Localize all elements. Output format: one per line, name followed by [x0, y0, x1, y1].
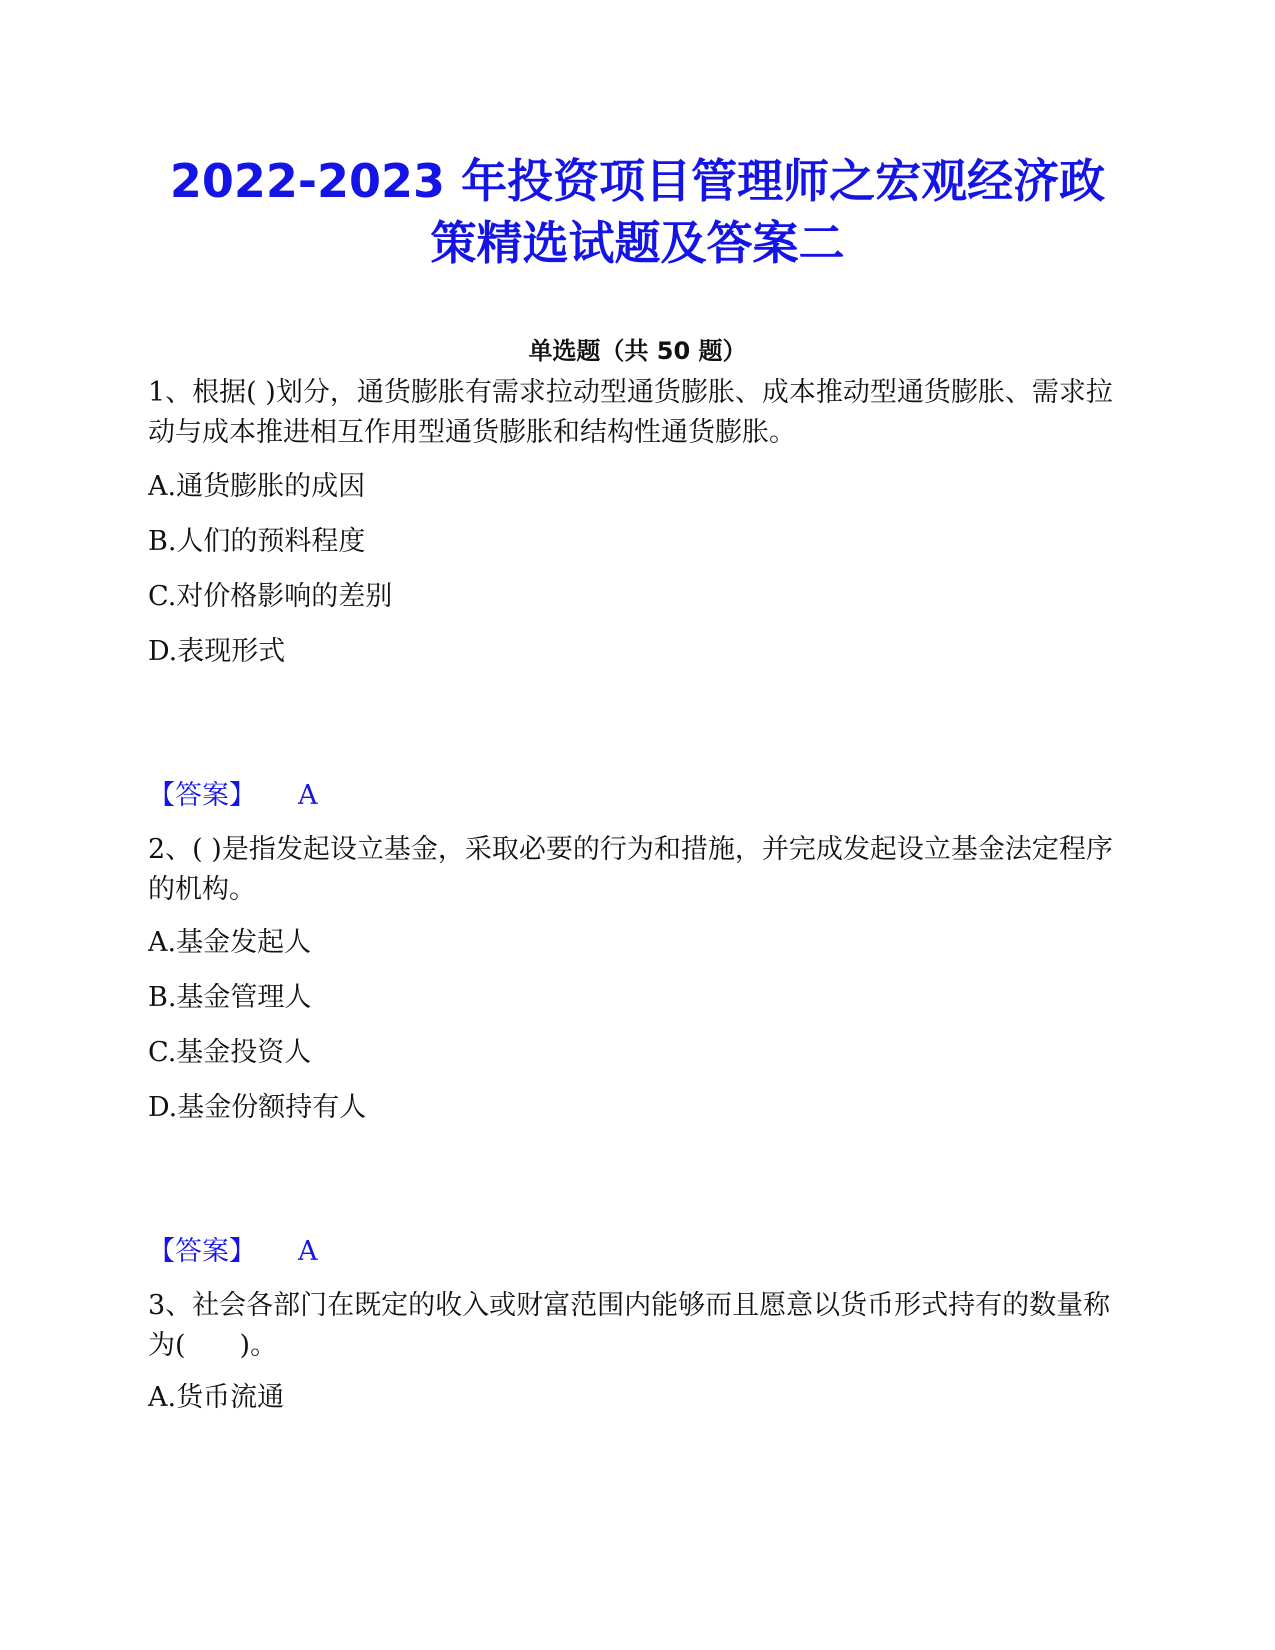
question-1-answer	[148, 778, 318, 814]
document-title-line-2: 策精选试题及答案二	[430, 216, 845, 270]
question-2-option-d: D.基金份额持有人	[148, 1092, 367, 1123]
question-1-option-a: A.通货膨胀的成因	[148, 471, 366, 502]
document-title	[120, 150, 1155, 274]
question-2-text: 2、( )是指发起设立基金，采取必要的行为和措施，并完成发起设立基金法定程序的机构。	[148, 834, 1113, 905]
question-3-option-a: A.货币流通	[148, 1382, 285, 1413]
question-1-option-b: B.人们的预料程度	[148, 526, 366, 557]
question-1-option-c: C.对价格影响的差别	[148, 581, 393, 612]
question-2-option-b: B.基金管理人	[148, 982, 312, 1013]
question-3-text: 3、社会各部门在既定的收入或财富范围内能够而且愿意以货币形式持有的数量称为( )。	[148, 1290, 1111, 1361]
answer-value: A	[298, 780, 318, 811]
section-heading: 单选题（共 50 题）	[528, 337, 747, 365]
question-2-answer	[148, 1234, 318, 1270]
question-2-option-a: A.基金发起人	[148, 927, 312, 958]
question-1-text: 1、根据( )划分，通货膨胀有需求拉动型通货膨胀、成本推动型通货膨胀、需求拉动与成本推进相互作用型通货膨胀和结构性通货膨胀。	[148, 377, 1113, 448]
answer-value: A	[298, 1236, 318, 1267]
question-1-option-d: D.表现形式	[148, 636, 286, 667]
question-2-option-c: C.基金投资人	[148, 1037, 312, 1068]
answer-label: 【答案】	[148, 1236, 256, 1267]
answer-label: 【答案】	[148, 780, 256, 811]
document-title-line-1: 2022-2023 年投资项目管理师之宏观经济政	[169, 154, 1106, 208]
